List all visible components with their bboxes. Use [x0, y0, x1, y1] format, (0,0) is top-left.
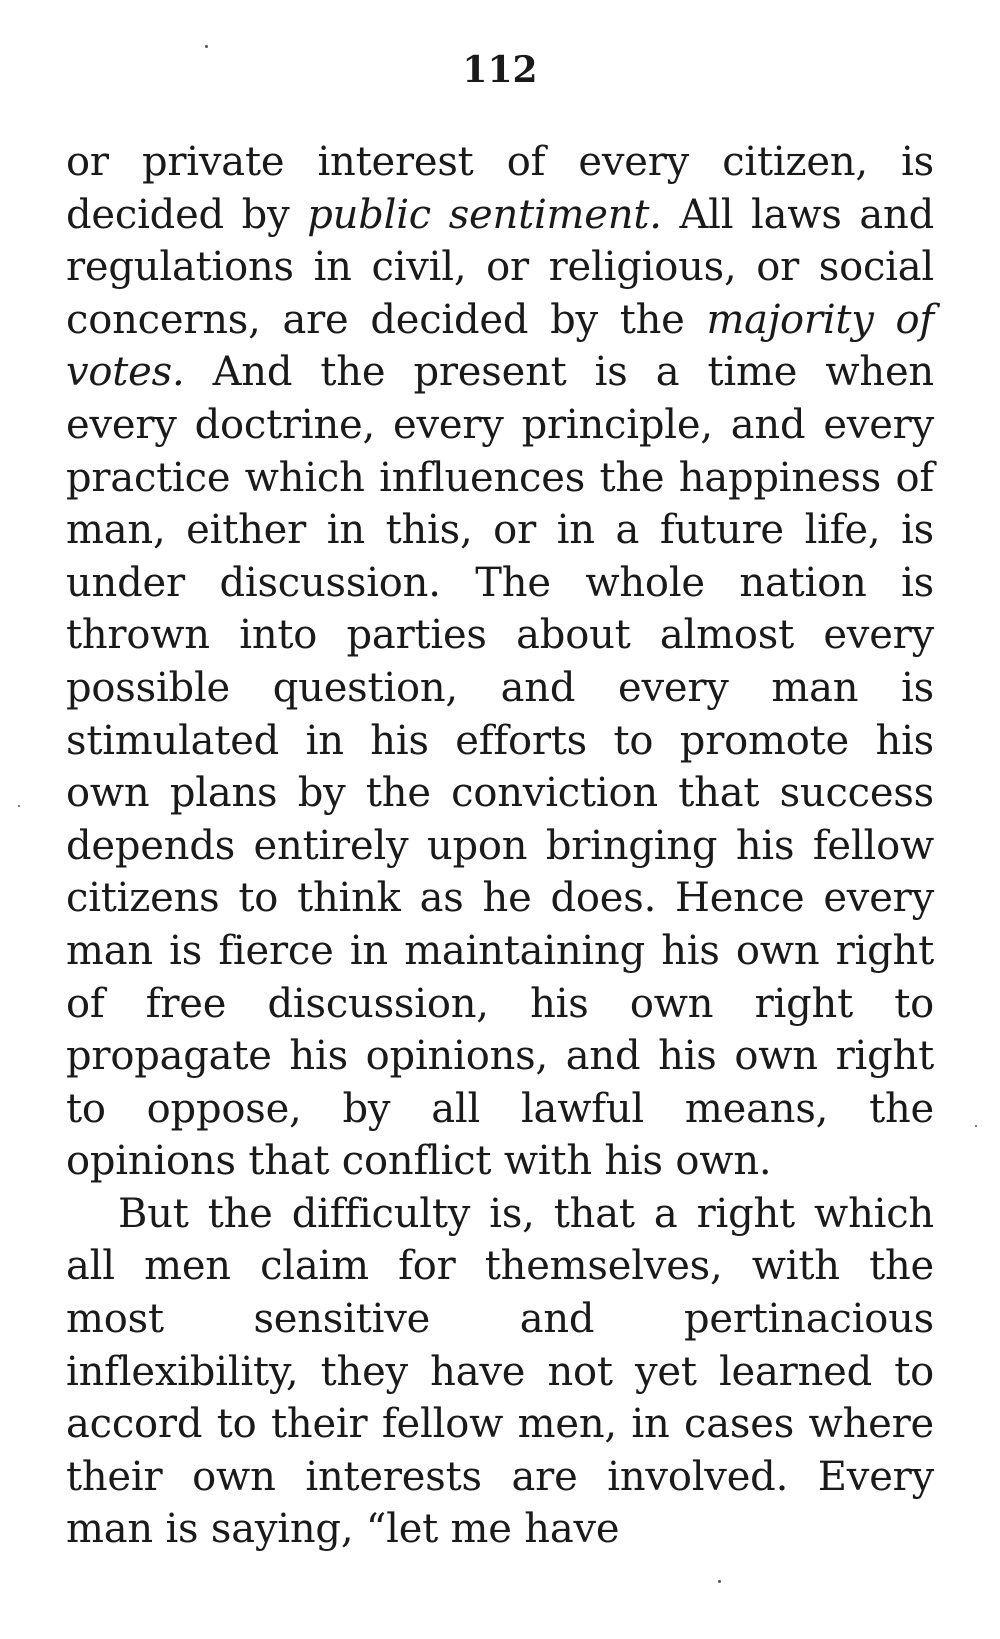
paragraph-2: [66, 1188, 934, 1556]
italic-phrase-public-sentiment: public sentiment.: [307, 191, 662, 238]
text-segment: or private interest of every citizen, is decided by: [66, 139, 934, 238]
print-speck: [718, 1580, 721, 1583]
print-speck: [975, 1125, 977, 1127]
italic-phrase-majority-of-votes: majority of votes.: [66, 296, 934, 396]
text-segment: But the difficulty is, that a right which all men claim for themselves, with the most sensitive and pertinacious inflexibility, they have not yet learned to accord to their fellow men, in cases where their own interests are involved. Every man is saying, “let me have: [66, 1190, 934, 1553]
text-segment: All laws and regulations in civil, or religious, or social concerns, are decided by the: [66, 191, 935, 343]
print-speck: [205, 45, 208, 48]
print-speck: [18, 805, 20, 807]
paragraph-1: [66, 136, 934, 1188]
body-text: [66, 136, 934, 1556]
text-segment: And the present is a time when every doctrine, every principle, and every practice which influences the happiness of man, either in this, or in a future life, is under discussion. The whole nation is thrown into parties about almost every possible question, and every man is stimulated in his efforts to promote his own plans by the conviction that success depends entirely upon bringing his fellow citizens to think as he does. Hence every man is fierce in maintaining his own right of free discussion, his own right to propagate his opinions, and his own right to oppose, by all lawful means, the opinions that conflict with his own.: [66, 349, 934, 1185]
page-number: 112: [462, 49, 538, 91]
